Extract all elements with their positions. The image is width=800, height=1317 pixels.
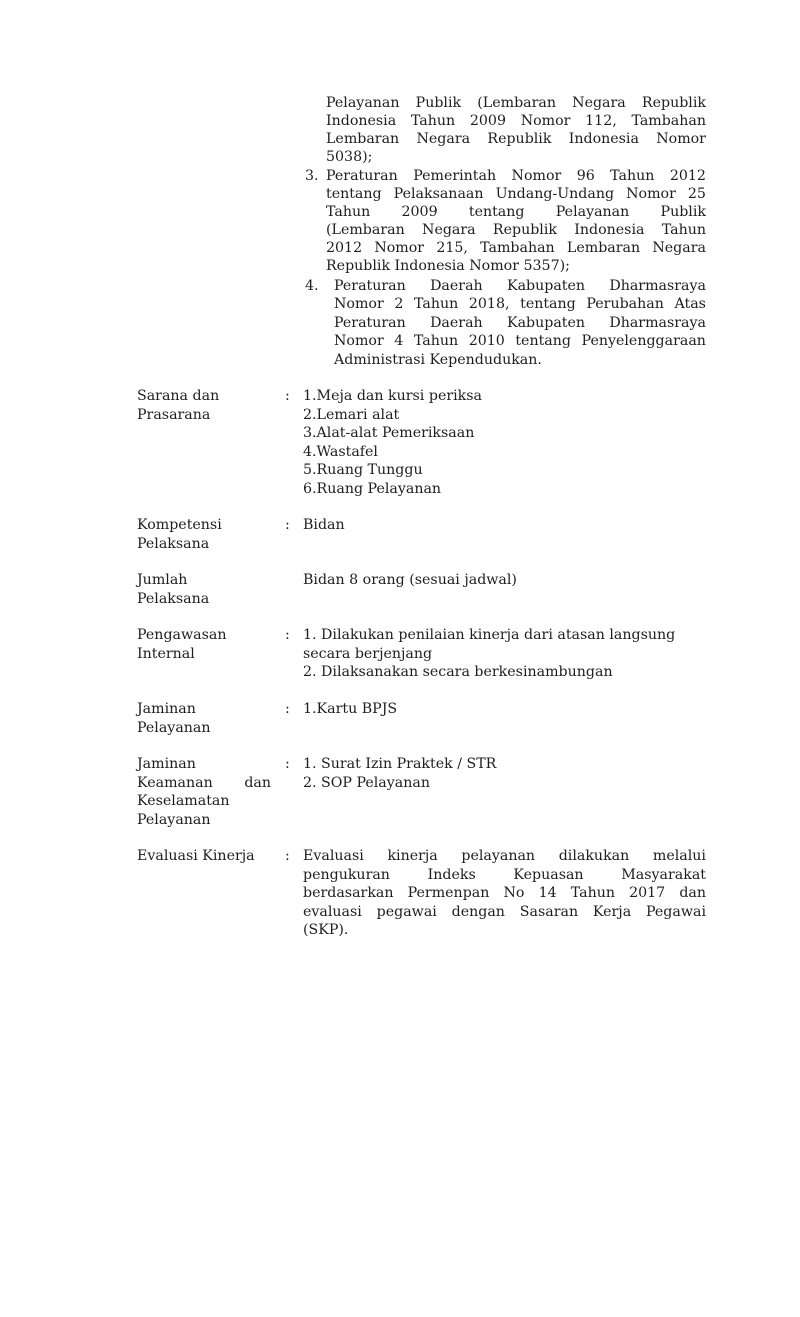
word: pegawai — [376, 903, 437, 920]
text-line — [326, 203, 706, 221]
word: 2018, — [468, 296, 510, 312]
word: Pegawai — [646, 903, 706, 920]
value-line: 4.Wastafel — [303, 443, 378, 460]
word: 2012 — [669, 168, 706, 184]
label-line: Pelayanan — [137, 811, 211, 828]
value-line: 5.Ruang Tunggu — [303, 462, 423, 478]
value-line — [303, 903, 706, 922]
row-value — [303, 387, 482, 498]
text-line: Republik Indonesia Nomor 5357); — [326, 258, 570, 274]
colon: : — [285, 848, 290, 864]
label-line: Pelayanan — [137, 719, 211, 736]
word: No — [503, 885, 525, 901]
word: (Lembaran — [477, 95, 556, 111]
value-line: 1. Dilakukan penilaian kinerja dari atasan langsung — [303, 627, 676, 643]
word: Indeks — [427, 866, 476, 883]
word: 112, — [585, 113, 617, 129]
word: Kabupaten — [506, 315, 586, 331]
text-line — [326, 94, 706, 112]
row-label — [137, 571, 277, 608]
word: Lembaran — [326, 131, 400, 147]
row-label — [137, 387, 277, 424]
text-line — [334, 277, 706, 295]
row-value — [303, 847, 706, 940]
word: evaluasi — [303, 903, 362, 920]
word: Republik — [487, 131, 552, 147]
word: Pelayanan — [326, 95, 400, 111]
word: Pelayanan — [555, 204, 630, 220]
word: Daerah — [430, 315, 483, 331]
word: 96 — [576, 168, 595, 184]
value-line: 1.Kartu BPJS — [303, 701, 398, 717]
word: Undang-Undang — [495, 186, 615, 202]
list-number: 4. — [305, 278, 319, 294]
row-label — [137, 626, 277, 663]
word: tentang — [515, 333, 571, 349]
value-line: 2.Lemari alat — [303, 406, 400, 423]
value-line: 3.Alat-alat Pemeriksaan — [303, 425, 475, 441]
word: Negara — [652, 240, 706, 256]
value-line: (SKP). — [303, 922, 349, 938]
value-line: 6.Ruang Pelayanan — [303, 480, 442, 497]
word: berdasarkan — [303, 885, 394, 901]
word: Dharmasraya — [609, 315, 706, 331]
word: Atas — [674, 296, 706, 312]
text-line — [326, 185, 706, 203]
text-line — [326, 167, 706, 185]
word: Pelaksanaan — [393, 186, 484, 202]
word: Lembaran — [566, 240, 641, 256]
row-value — [303, 516, 345, 535]
word: dilakukan — [558, 848, 630, 864]
word: tentang — [468, 204, 525, 220]
row-label — [137, 755, 271, 829]
word: Evaluasi — [303, 848, 364, 864]
text-line — [326, 130, 706, 148]
row-label — [137, 700, 277, 737]
label-line: Kompetensi — [137, 517, 222, 533]
word: Sasaran — [519, 903, 579, 920]
colon: : — [285, 756, 290, 772]
word: pengukuran — [303, 866, 390, 883]
word: Peraturan — [334, 278, 406, 294]
word: Tahun — [410, 113, 456, 129]
word: Nomor — [511, 168, 562, 184]
label-line: Prasarana — [137, 406, 211, 423]
value-line — [303, 847, 706, 866]
word: 14 — [538, 885, 557, 901]
word: Nomor — [334, 296, 384, 312]
text-line — [326, 221, 706, 239]
value-line: 1. Surat Izin Praktek / STR — [303, 756, 497, 772]
word: tentang — [520, 296, 576, 312]
word: Republik — [492, 222, 557, 238]
word: Permenpan — [407, 885, 490, 901]
word: Tahun — [326, 204, 371, 220]
value-line: secara berjenjang — [303, 645, 433, 662]
word: Perubahan — [586, 296, 664, 312]
word: Negara — [572, 95, 626, 111]
word: Nomor — [520, 113, 571, 129]
word: Tahun — [661, 222, 706, 238]
word: Dharmasraya — [609, 278, 706, 294]
row-label — [137, 847, 277, 866]
label-line: Jaminan — [137, 701, 196, 717]
row-value — [303, 626, 675, 682]
word: Nomor — [334, 333, 384, 349]
word: melalui — [652, 848, 706, 864]
word: 2 — [394, 296, 404, 312]
word: dan — [679, 885, 706, 901]
word: Kerja — [592, 903, 632, 920]
value-line: 1.Meja dan kursi periksa — [303, 388, 482, 404]
value-line — [303, 866, 706, 885]
word: tentang — [326, 186, 382, 202]
word: 215, — [436, 240, 468, 256]
label-line: Jumlah — [137, 572, 188, 588]
colon: : — [285, 517, 290, 533]
word: Tahun — [610, 168, 655, 184]
colon: : — [285, 701, 290, 717]
word: Indonesia — [574, 222, 645, 238]
row-value — [303, 700, 397, 719]
word: Tambahan — [631, 113, 706, 129]
row-value — [303, 755, 496, 792]
word: 2010 — [468, 333, 505, 349]
word: Peraturan — [326, 168, 398, 184]
text-line — [334, 295, 706, 313]
word: 25 — [687, 186, 706, 202]
word: Republik — [641, 95, 706, 111]
word: Negara — [422, 222, 476, 238]
word: Indonesia — [568, 131, 639, 147]
word: (Lembaran — [326, 222, 405, 238]
value-line: 2. SOP Pelayanan — [303, 774, 430, 791]
label-line: Pelaksana — [137, 590, 210, 607]
text-line: 5038); — [326, 149, 373, 165]
value-line: 2. Dilaksanakan secara berkesinambungan — [303, 664, 613, 680]
word: Tahun — [414, 296, 459, 312]
word: Tahun — [413, 333, 459, 349]
word: Negara — [416, 131, 471, 147]
word: Indonesia — [326, 113, 397, 129]
colon: : — [285, 388, 290, 404]
label-line: Pengawasan — [137, 627, 227, 643]
colon: : — [285, 627, 290, 643]
word: Tambahan — [480, 240, 555, 256]
label-line: Keselamatan — [137, 793, 230, 809]
text-line — [326, 239, 706, 257]
text-line — [326, 112, 706, 130]
word: 2012 — [326, 240, 363, 256]
row-label — [137, 516, 277, 553]
text-line: Administrasi Kependudukan. — [334, 352, 542, 368]
word: Masyarakat — [621, 866, 706, 883]
text-line — [334, 332, 706, 350]
word: Pemerintah — [413, 168, 497, 184]
label-word: dan — [244, 774, 271, 791]
word: 2017 — [629, 885, 666, 901]
word: Daerah — [430, 278, 483, 294]
word: Publik — [415, 95, 462, 111]
value-line: Bidan — [303, 517, 345, 533]
label-line: Evaluasi Kinerja — [137, 848, 255, 864]
value-line: Bidan 8 orang (sesuai jadwal) — [303, 572, 517, 588]
word: Peraturan — [334, 315, 406, 331]
word: 4 — [394, 333, 404, 349]
label-line: Internal — [137, 645, 195, 662]
label-word: Keamanan — [137, 774, 213, 791]
row-value — [303, 571, 517, 590]
word: Nomor — [626, 186, 676, 202]
label-line: Sarana dan — [137, 388, 220, 404]
word: dengan — [451, 903, 505, 920]
text-line — [334, 314, 706, 332]
label-line: Jaminan — [137, 756, 196, 772]
word: Kepuasan — [513, 866, 584, 883]
word: Kabupaten — [506, 278, 586, 294]
word: Publik — [660, 204, 706, 220]
list-number: 3. — [305, 168, 319, 184]
word: Nomor — [374, 240, 425, 256]
word: Nomor — [656, 131, 706, 147]
word: 2009 — [469, 113, 506, 129]
word: Tahun — [570, 885, 615, 901]
word: Penyelenggaraan — [581, 333, 706, 349]
word: kinerja — [387, 848, 438, 864]
value-line — [303, 884, 706, 903]
label-line: Pelaksana — [137, 535, 210, 552]
word: pelayanan — [461, 848, 536, 864]
word: 2009 — [401, 204, 438, 220]
label-line — [137, 774, 271, 793]
